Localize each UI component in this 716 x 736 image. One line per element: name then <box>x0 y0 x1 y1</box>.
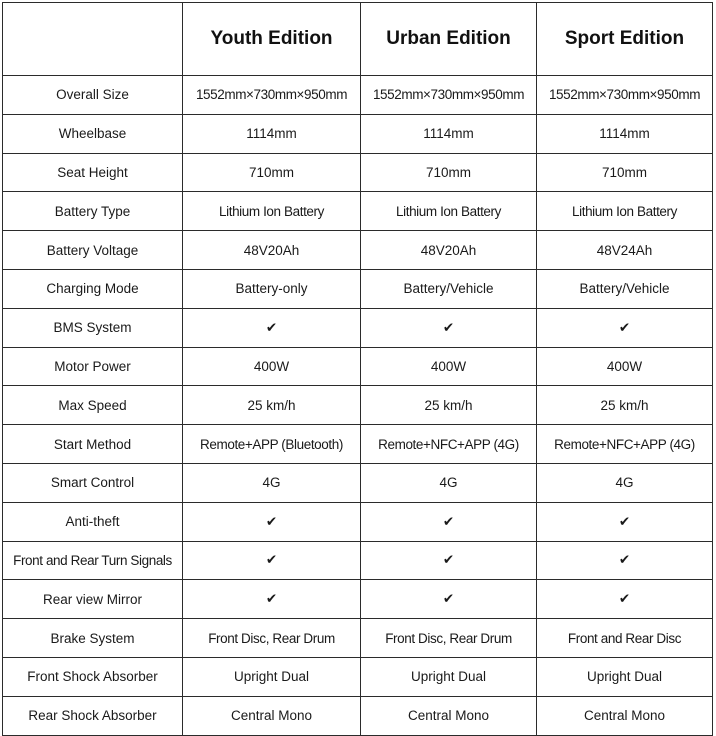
spec-value-cell: Upright Dual <box>361 657 537 696</box>
table-row <box>3 657 713 696</box>
spec-comparison-table <box>2 2 713 736</box>
spec-value-cell: Remote+NFC+APP (4G) <box>537 425 713 464</box>
spec-value-cell: 400W <box>537 347 713 386</box>
edition-header-sport: Sport Edition <box>537 3 713 76</box>
spec-value-cell: 400W <box>183 347 361 386</box>
row-label: Seat Height <box>3 153 183 192</box>
row-label: Anti-theft <box>3 502 183 541</box>
spec-value-cell: 48V20Ah <box>183 231 361 270</box>
spec-value-cell: 1552mm×730mm×950mm <box>537 76 713 115</box>
row-label: Brake System <box>3 619 183 658</box>
spec-value-cell: 1552mm×730mm×950mm <box>361 76 537 115</box>
spec-value-cell: 1114mm <box>361 114 537 153</box>
table-row <box>3 463 713 502</box>
table-row <box>3 502 713 541</box>
table-row <box>3 192 713 231</box>
row-label: Charging Mode <box>3 269 183 308</box>
spec-value-cell: 4G <box>537 463 713 502</box>
spec-value-cell: 25 km/h <box>537 386 713 425</box>
checkmark-icon: ✔ <box>183 580 361 619</box>
row-label: Overall Size <box>3 76 183 115</box>
row-label: Battery Voltage <box>3 231 183 270</box>
spec-value-cell: 1114mm <box>537 114 713 153</box>
spec-value-cell: Lithium Ion Battery <box>361 192 537 231</box>
spec-value-cell: 25 km/h <box>361 386 537 425</box>
row-label: Start Method <box>3 425 183 464</box>
table-row <box>3 696 713 735</box>
checkmark-icon: ✔ <box>361 502 537 541</box>
spec-value-cell: Lithium Ion Battery <box>537 192 713 231</box>
table-row <box>3 619 713 658</box>
table-row <box>3 308 713 347</box>
header-row <box>3 3 713 76</box>
spec-value-cell: 48V24Ah <box>537 231 713 270</box>
checkmark-icon: ✔ <box>537 308 713 347</box>
spec-value-cell: 4G <box>183 463 361 502</box>
checkmark-icon: ✔ <box>361 308 537 347</box>
table-row <box>3 541 713 580</box>
row-label: Battery Type <box>3 192 183 231</box>
checkmark-icon: ✔ <box>361 541 537 580</box>
spec-value-cell: Central Mono <box>361 696 537 735</box>
row-label: Rear Shock Absorber <box>3 696 183 735</box>
spec-value-cell: Central Mono <box>183 696 361 735</box>
spec-value-cell: Upright Dual <box>537 657 713 696</box>
spec-value-cell: 25 km/h <box>183 386 361 425</box>
row-label: Front and Rear Turn Signals <box>3 541 183 580</box>
spec-value-cell: 710mm <box>183 153 361 192</box>
spec-value-cell: 1114mm <box>183 114 361 153</box>
row-label: Front Shock Absorber <box>3 657 183 696</box>
table-row <box>3 231 713 270</box>
checkmark-icon: ✔ <box>537 502 713 541</box>
spec-value-cell: 710mm <box>361 153 537 192</box>
spec-value-cell: 400W <box>361 347 537 386</box>
row-label: Wheelbase <box>3 114 183 153</box>
table-row <box>3 347 713 386</box>
spec-table-body <box>3 76 713 736</box>
spec-value-cell: Central Mono <box>537 696 713 735</box>
table-row <box>3 425 713 464</box>
table-row <box>3 153 713 192</box>
table-row <box>3 269 713 308</box>
checkmark-icon: ✔ <box>537 580 713 619</box>
spec-value-cell: Remote+NFC+APP (4G) <box>361 425 537 464</box>
edition-header-urban: Urban Edition <box>361 3 537 76</box>
spec-value-cell: 48V20Ah <box>361 231 537 270</box>
row-label: Rear view Mirror <box>3 580 183 619</box>
spec-value-cell: Front and Rear Disc <box>537 619 713 658</box>
spec-value-cell: Front Disc, Rear Drum <box>183 619 361 658</box>
table-row <box>3 386 713 425</box>
corner-cell <box>3 3 183 76</box>
checkmark-icon: ✔ <box>183 308 361 347</box>
spec-value-cell: Upright Dual <box>183 657 361 696</box>
edition-header-youth: Youth Edition <box>183 3 361 76</box>
table-row <box>3 580 713 619</box>
checkmark-icon: ✔ <box>361 580 537 619</box>
spec-value-cell: Battery/Vehicle <box>537 269 713 308</box>
spec-value-cell: Battery/Vehicle <box>361 269 537 308</box>
spec-value-cell: 1552mm×730mm×950mm <box>183 76 361 115</box>
table-row <box>3 76 713 115</box>
checkmark-icon: ✔ <box>183 502 361 541</box>
row-label: Max Speed <box>3 386 183 425</box>
spec-value-cell: Battery-only <box>183 269 361 308</box>
spec-value-cell: Lithium Ion Battery <box>183 192 361 231</box>
spec-value-cell: Front Disc, Rear Drum <box>361 619 537 658</box>
row-label: Motor Power <box>3 347 183 386</box>
spec-value-cell: 4G <box>361 463 537 502</box>
row-label: Smart Control <box>3 463 183 502</box>
spec-value-cell: Remote+APP (Bluetooth) <box>183 425 361 464</box>
table-row <box>3 114 713 153</box>
row-label: BMS System <box>3 308 183 347</box>
checkmark-icon: ✔ <box>183 541 361 580</box>
checkmark-icon: ✔ <box>537 541 713 580</box>
spec-value-cell: 710mm <box>537 153 713 192</box>
